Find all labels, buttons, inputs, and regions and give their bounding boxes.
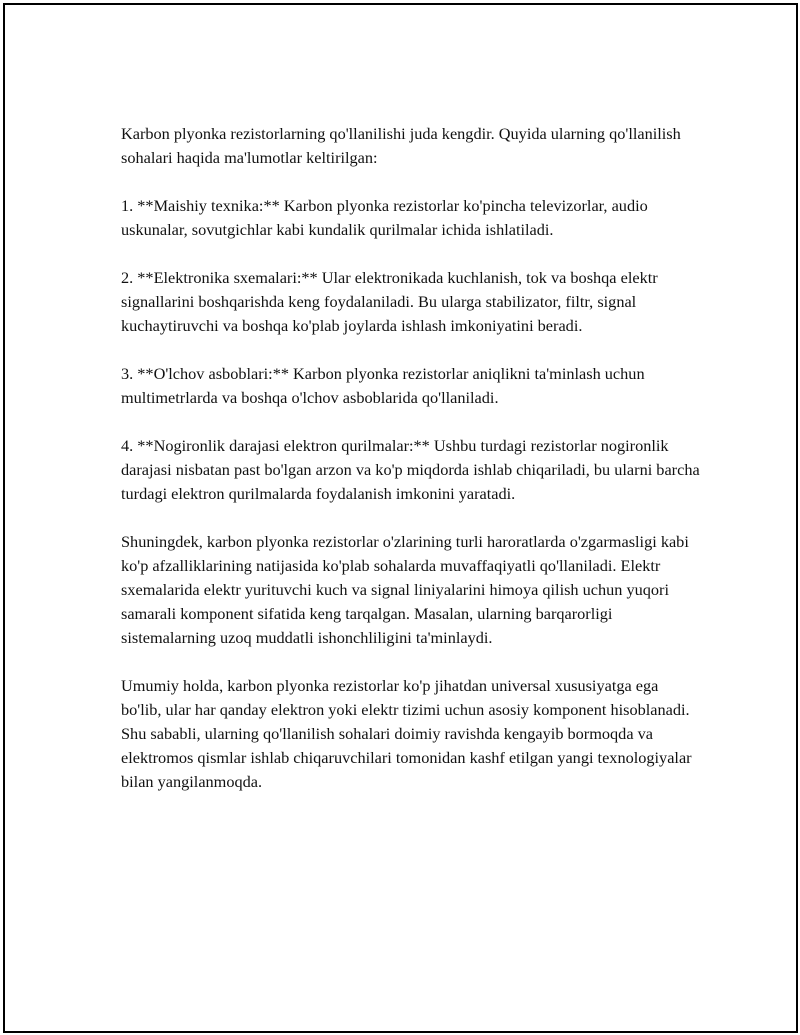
list-item-electronic-circuits: 2. **Elektronika sxemalari:** Ular elektronikada kuchlanish, tok va boshqa elektr signallarini boshqarishda keng foydalaniladi. Bu ularga stabilizator, filtr, signal kuchaytiruvchi va boshqa ko'plab joylarda ishlash imkoniyatini beradi. [121,268,658,335]
advantages-paragraph: Shuningdek, karbon plyonka rezistorlar o'zlarining turli haroratlarda o'zgarmasligi kabi ko'p afzalliklarining natijasida ko'plab sohalarda muvaffaqiyatli qo'llaniladi. Elektr sxemalarida elektr yurituvchi kuch va signal liniyalarini himoya qilish uchun yuqori samarali komponent sifatida keng tarqalgan. Masalan, ularning barqarorligi sistemalarning uzoq muddatli ishonchliligini ta'minlaydi. [121,532,689,647]
list-item-measuring-instruments: 3. **O'lchov asboblari:** Karbon plyonka rezistorlar aniqlikni ta'minlash uchun multimetrlarda va boshqa o'lchov asboblarida qo'llaniladi. [121,364,645,407]
document-body [121,122,701,818]
list-item-low-cost-devices: 4. **Nogironlik darajasi elektron qurilmalar:** Ushbu turdagi rezistorlar nogironlik darajasi nisbatan past bo'lgan arzon va ko'p miqdorda ishlab chiqariladi, bu ularni barcha turdagi elektron qurilmalarda foydalanish imkonini yaratadi. [121,436,700,503]
intro-paragraph: Karbon plyonka rezistorlarning qo'llanilishi juda kengdir. Quyida ularning qo'llanilish sohalari haqida ma'lumotlar keltirilgan: [121,124,681,167]
list-item-household-appliances: 1. **Maishiy texnika:** Karbon plyonka rezistorlar ko'pincha televizorlar, audio uskunalar, sovutgichlar kabi kundalik qurilmalar ichida ishlatiladi. [121,196,648,239]
conclusion-paragraph: Umumiy holda, karbon plyonka rezistorlar ko'p jihatdan universal xususiyatga ega bo'lib, ular har qanday elektron yoki elektr tizimi uchun asosiy komponent hisoblanadi. Shu sababli, ularning qo'llanilish sohalari doimiy ravishda kengayib bormoqda va elektromos qismlar ishlab chiqaruvchilari tomonidan kashf etilgan yangi texnologiyalar bilan yangilanmoqda. [121,676,692,791]
document-page [3,3,798,1033]
